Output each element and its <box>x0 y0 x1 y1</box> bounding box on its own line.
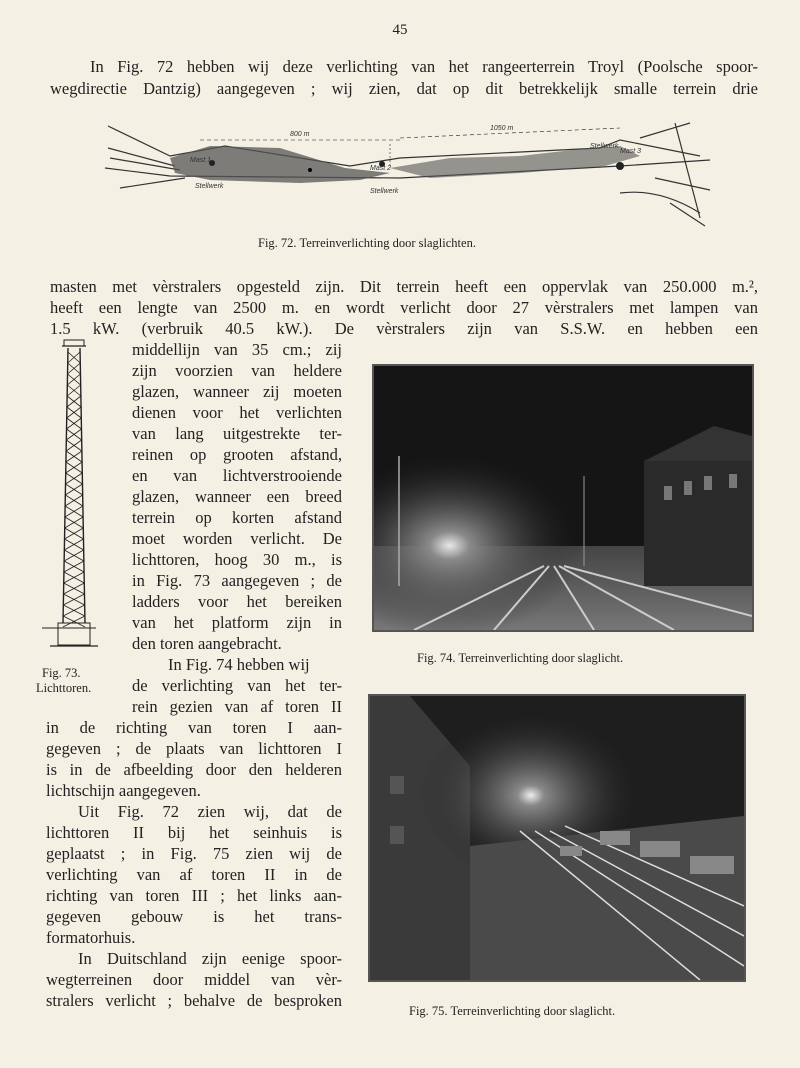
column-line-26: verlichting van af toren II in de <box>46 865 342 884</box>
fig74-photo <box>372 364 754 632</box>
page-number: 45 <box>392 22 408 38</box>
column-line-17: de verlichting van het ter- <box>132 676 342 695</box>
column-line-22: lichtschijn aangegeven. <box>46 781 201 800</box>
column-line-31: wegterreinen door middel van vèr- <box>46 970 342 989</box>
column-line-23: Uit Fig. 72 zien wij, dat de <box>78 802 342 821</box>
column-line-19: in de richting van toren I aan- <box>46 718 342 737</box>
column-line-18: rein gezien van af toren II <box>132 697 342 716</box>
column-line-4: dienen voor het verlichten <box>132 403 342 422</box>
body-line-3: 1.5 kW. (verbruik 40.5 kW.). De vèrstralers zijn van S.S.W. en hebben een <box>50 319 758 338</box>
column-line-25: geplaatst ; in Fig. 75 zien wij de <box>46 844 342 863</box>
column-line-10: moet worden verlicht. De <box>132 529 342 548</box>
fig72-site-map <box>100 118 715 233</box>
column-line-30: In Duitschland zijn eenige spoor- <box>78 949 342 968</box>
dist-label-1: 800 m <box>290 131 310 138</box>
dist-label-2: 1050 m <box>490 125 514 132</box>
mast-2-label: Mast 2 <box>370 165 392 172</box>
column-line-13: ladders voor het bereiken <box>132 592 342 611</box>
stellwerk-2-label: Stellwerk <box>370 188 399 195</box>
fig75-caption: Fig. 75. Terreinverlichting door slaglicht. <box>409 1004 616 1018</box>
column-line-21: is in de afbeelding door den helderen <box>46 760 342 779</box>
column-line-5: van lang uitgestrekte ter- <box>132 424 342 443</box>
column-line-27: richting van toren III ; het links aan- <box>46 886 342 905</box>
column-line-20: gegeven ; de plaats van lichttoren I <box>46 739 342 758</box>
fig73-caption-1: Fig. 73. <box>42 666 81 680</box>
body-line-1: masten met vèrstralers opgesteld zijn. Dit terrein heeft een oppervlak van 250.000 m.², <box>50 277 758 296</box>
column-line-6: reinen op grooten afstand, <box>132 445 342 464</box>
column-line-2: zijn voorzien van heldere <box>132 361 342 380</box>
column-line-12: in Fig. 73 aangegeven ; de <box>132 571 342 590</box>
mast-3-marker <box>616 162 624 170</box>
fig73-caption-2: Lichttoren. <box>36 681 92 695</box>
column-line-28: gegeven gebouw is het trans- <box>46 907 342 926</box>
mast-1-label: Mast 1 <box>190 157 212 164</box>
column-line-7: en van lichtverstrooiende <box>132 466 342 485</box>
column-line-11: lichttoren, hoog 30 m., is <box>132 550 342 569</box>
column-line-8: glazen, wanneer een breed <box>132 487 342 506</box>
column-line-32: stralers verlicht ; behalve de besproken <box>46 991 342 1010</box>
fig73-tower-drawing <box>38 338 100 658</box>
column-line-14: van het platform zijn in <box>132 613 342 632</box>
intro-line-2: wegdirectie Dantzig) aangegeven ; wij zien, dat op dit betrekkelijk smalle terrein drie <box>50 79 758 98</box>
body-line-2: heeft een lengte van 2500 m. en wordt verlicht door 27 vèrstralers met lampen van <box>50 298 758 317</box>
column-line-15: den toren aangebracht. <box>132 634 282 653</box>
stellwerk-1-label: Stellwerk <box>195 183 224 190</box>
fig72-caption: Fig. 72. Terreinverlichting door slaglichten. <box>258 236 476 250</box>
column-line-3: glazen, wanneer zij moeten <box>132 382 342 401</box>
yard-area-right <box>390 146 640 178</box>
column-line-29: formatorhuis. <box>46 928 136 947</box>
fig75-photo <box>368 694 746 982</box>
column-line-16: In Fig. 74 hebben wij <box>168 655 310 674</box>
column-line-24: lichttoren II bij het seinhuis is <box>46 823 342 842</box>
fig74-caption: Fig. 74. Terreinverlichting door slaglicht. <box>417 651 624 665</box>
column-line-1: middellijn van 35 cm.; zij <box>132 340 342 359</box>
mast-3-label: Mast 3 <box>620 148 642 155</box>
intro-line-1: In Fig. 72 hebben wij deze verlichting van het rangeerterrein Troyl (Poolsche spoor- <box>90 57 758 76</box>
stellwerk-3-label: Stellwerk <box>590 143 619 150</box>
column-line-9: terrein op korten afstand <box>132 508 342 527</box>
